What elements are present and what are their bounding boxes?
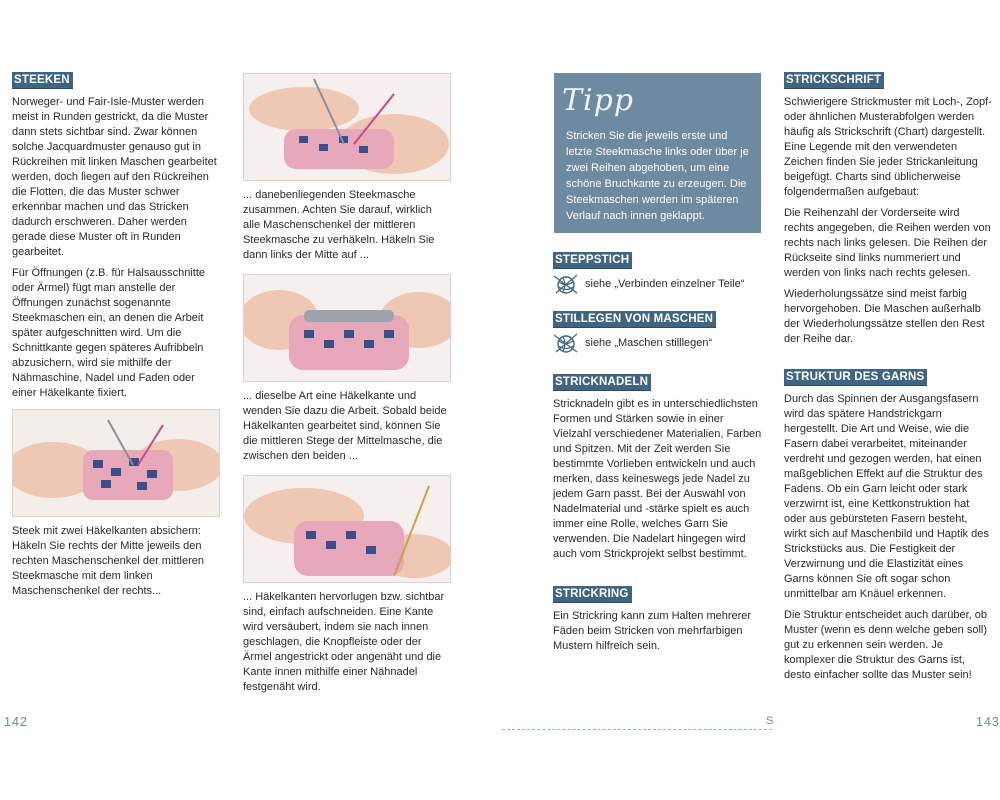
- page-number-left: 142: [4, 715, 28, 729]
- heading-steeken: STEEKEN: [12, 72, 73, 89]
- heading-struktur: STRUKTUR DES GARNS: [784, 369, 927, 386]
- strickschrift-paragraph-1: Schwierigere Strickmuster mit Loch-, Zopf- oder ähnlichen Musterabfolgen werden häufig als Strickschrift (Chart) dargestellt. Eine Legende mit den verwendeten Zeichen finden Sie jeder Strickanleitung beigefügt. Charts sind üblicherweise folgendermaßen aufgebaut:: [784, 96, 992, 198]
- photo-caption-2: ... danebenliegenden Steekmasche zusammen. Achten Sie darauf, wirklich alle Maschenschenkel der mittleren Steekmasche zu verhäkeln. Häkeln Sie dann links der Mitte auf ...: [243, 189, 435, 261]
- ref-text-steppstich: siehe „Verbinden einzelner Teile“: [585, 278, 745, 290]
- photo-crochet-edge-2: [243, 73, 451, 181]
- page-number-right: 143: [976, 715, 1000, 729]
- heading-stillegen: STILLEGEN VON MASCHEN: [553, 311, 716, 328]
- stricknadeln-text: Stricknadeln gibt es in unterschiedlichsten Formen und Stärken sowie in einer Vielzahl verschiedener Materialien, Farben und Spitzen. Mit der Zeit werden Sie bestimmte Vorlieben entwickeln und auch merken, dass keineswegs jede Nadel zu jedem Garn passt. Bei der Auswahl von Nadelmaterial und -stärke spielt es auch immer eine Rolle, welches Garn Sie verwenden. Die Nadelart hingegen wird auch vom Strickprojekt selbst bestimmt.: [553, 398, 762, 560]
- right-column-1: [553, 250, 763, 660]
- strickring-text: Ein Strickring kann zum Halten mehrerer Fäden beim Stricken von mehrfarbigen Mustern hilfreich sein.: [553, 610, 752, 652]
- strickschrift-paragraph-2: Die Reihenzahl der Vorderseite wird rechts angegeben, die Reihen werden von rechts nach links gelesen. Die Reihen der Rückseite sind links nummeriert und werden von links nach rechts gelesen.: [784, 207, 991, 279]
- heading-strickschrift: STRICKSCHRIFT: [784, 72, 884, 89]
- tip-box: [554, 73, 761, 233]
- left-column-2: [243, 73, 451, 695]
- steeken-paragraph-1: Norweger- und Fair-Isle-Muster werden meist in Runden gestrickt, da die Muster dann stets sichtbar sind. Zwar können solche Jacquardmuster genauso gut in Rückreihen mit linken Maschen gearbeitet werden, doch liegen auf den Rückreihen die Flotten, die das Muster schwer erkennbar machen und das Stricken dadurch erschweren. Daher werden gerade diese Muster oft in Runden gearbeitet.: [12, 96, 217, 258]
- photo-caption-3: ... dieselbe Art eine Häkelkante und wenden Sie dazu die Arbeit. Sobald beide Häkelkanten gearbeitet sind, können Sie die mittleren Stege der Mittelmasche, die zwischen den beiden ...: [243, 390, 447, 462]
- heading-steppstich: STEPPSTICH: [553, 252, 632, 269]
- heading-stricknadeln: STRICKNADELN: [553, 374, 651, 391]
- left-column-1: [12, 70, 220, 599]
- photo-caption-1: Steek mit zwei Häkelkanten absichern: Häkeln Sie rechts der Mitte jeweils den rechten Maschenschenkel der mittleren Steekmasche mit dem linken Maschenschenkel der rechts...: [12, 525, 204, 597]
- ref-steppstich: [553, 273, 763, 295]
- strickschrift-paragraph-3: Wiederholungssätze sind meist farbig hervorgehoben. Die Maschen außerhalb der Wiederholungssätze stellen den Rest der Reihe dar.: [784, 288, 985, 345]
- yarn-ball-icon: [553, 332, 579, 354]
- photo-crochet-edge-3: [243, 274, 451, 382]
- footer-dashed-line: [502, 729, 772, 730]
- ref-stillegen: [553, 332, 763, 354]
- section-letter: S: [766, 715, 774, 727]
- steeken-paragraph-2: Für Öffnungen (z.B. für Halsausschnitte oder Ärmel) fügt man anstelle der Öffnungen zunächst sogenannte Steekmaschen ein, an denen die Arbeit später aufgeschnitten wird. Um die Schnittkante gegen späteres Aufribbeln abzusichern, wird sie mithilfe der Nähmaschine, Nadel und Faden oder einer Häkelkante fixiert.: [12, 267, 205, 399]
- tip-text: Stricken Sie die jeweils erste und letzte Steekmasche links oder über je zwei Reihen abgehoben, um eine schöne Bruchkante zu erzeugen. Die Steekmaschen werden im späteren Verlauf nach innen geklappt.: [566, 130, 749, 222]
- ref-text-stillegen: siehe „Maschen stilllegen“: [585, 337, 713, 349]
- yarn-ball-icon: [553, 273, 579, 295]
- heading-strickring: STRICKRING: [553, 586, 632, 603]
- photo-crochet-edge-4: [243, 475, 451, 583]
- struktur-paragraph-2: Die Struktur entscheidet auch darüber, ob Muster (wenn es denn welche geben soll) gut zu erkennen sein werden. Je komplexer die Struktur des Garns ist, desto einfacher sollte das Muster sein!: [784, 609, 988, 681]
- right-column-2: [784, 70, 992, 689]
- struktur-paragraph-1: Durch das Spinnen der Ausgangsfasern wird das spätere Handstrickgarn hergestellt. Die Art und Weise, wie die Fasern dabei verarbeitet, miteinander verdreht und gezogen werden, hat einen maßgeblichen Effekt auf die Struktur des Fadens. Ob ein Garn leicht oder stark verzwirnt ist, eine Kettkonstruktion hat oder aus gebürsteten Fasern besteht, wirkt sich auf Maschenbild und Haptik des Strickstücks aus. Die Festigkeit der Verzwirnung und die Elastizität eines Garns können Sie oft sogar schon unmittelbar am Knäuel erkennen.: [784, 393, 989, 600]
- photo-crochet-edge-1: [12, 409, 220, 517]
- tip-title: Tipp: [562, 83, 635, 118]
- photo-caption-4: ... Häkelkanten hervorlugen bzw. sichtbar sind, einfach aufschneiden. Eine Kante wird versäubert, indem sie nach innen geschlagen, die Knopfleiste oder der Ärmel angestrickt oder angenäht und die Kante innen mithilfe einer Nähnadel festgenäht wird.: [243, 591, 445, 693]
